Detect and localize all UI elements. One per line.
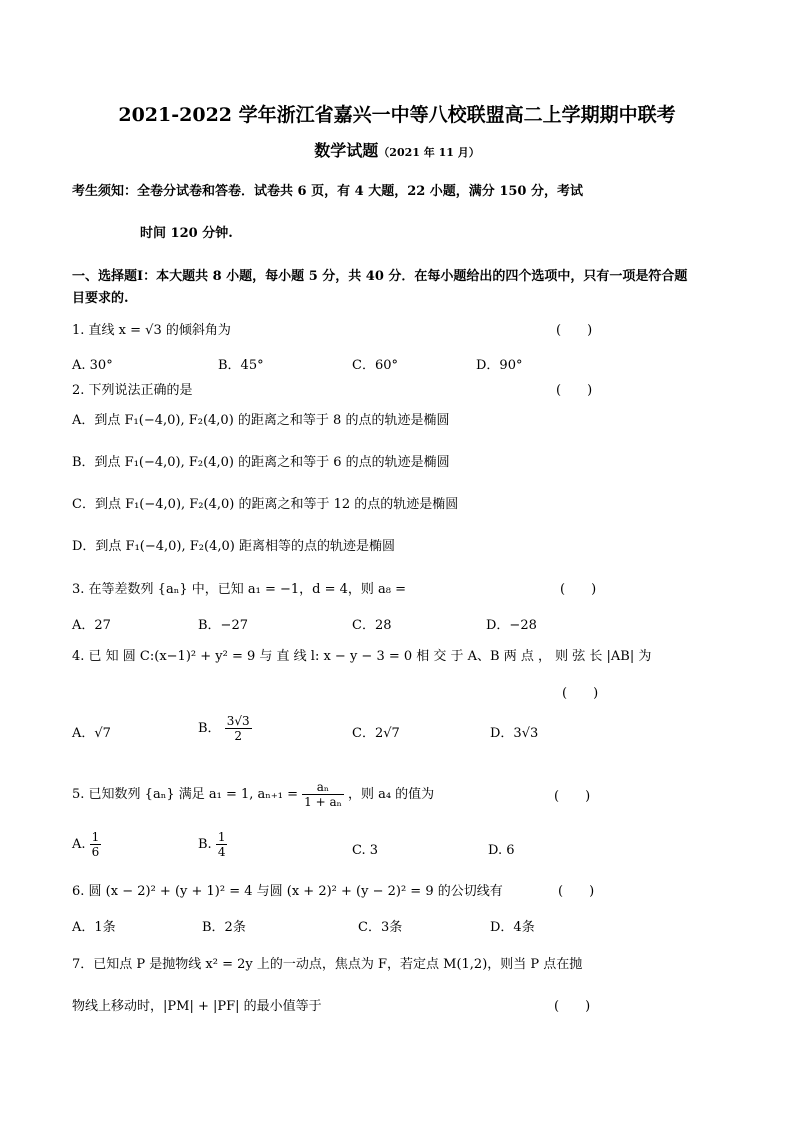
q3-option-d: D．−28 bbox=[486, 618, 537, 633]
q5-option-b bbox=[198, 830, 227, 859]
document-subtitle bbox=[0, 138, 794, 161]
q6-option-d: D．4条 bbox=[490, 920, 535, 935]
answer-paren: ( ) bbox=[558, 884, 595, 899]
q6-option-b: B．2条 bbox=[202, 920, 246, 935]
q4-option-d: D．3√3 bbox=[490, 726, 539, 741]
answer-paren: ( ) bbox=[562, 686, 599, 701]
q2-option-d: D．到点 F₁(−4,0), F₂(4,0) 距离相等的点的轨迹是椭圆 bbox=[72, 539, 395, 554]
section-heading-line-2: 目要求的. bbox=[72, 291, 129, 306]
document-title: 2021-2022 学年浙江省嘉兴一中等八校联盟高二上学期期中联考 bbox=[118, 104, 676, 126]
fraction-denominator: 6 bbox=[91, 845, 100, 859]
answer-paren: ( ) bbox=[554, 789, 591, 804]
question-4-stem: 4. 已 知 圆 C:(x−1)² + y² = 9 与 直 线 l: x − y − 3 = 0 相 交 于 A、B 两 点 ， 则 弦 长 |AB| 为 bbox=[72, 649, 652, 664]
q1-option-d: D．90° bbox=[476, 358, 523, 373]
fraction-numerator: 1 bbox=[217, 830, 226, 844]
question-1-stem: 1. 直线 x = √3 的倾斜角为 bbox=[72, 323, 231, 338]
q3-option-c: C．28 bbox=[352, 618, 392, 633]
fraction-denominator: 2 bbox=[234, 729, 242, 743]
q5-option-b-fraction bbox=[216, 830, 228, 859]
q1-option-c: C．60° bbox=[352, 358, 398, 373]
notice-line-1: 考生须知：全卷分试卷和答卷．试卷共 6 页，有 4 大题，22 小题，满分 150 分，考试 bbox=[72, 184, 583, 199]
q4-option-b-label: B． bbox=[198, 721, 221, 736]
fraction-numerator: aₙ bbox=[302, 780, 344, 795]
q4-option-c: C．2√7 bbox=[352, 726, 400, 741]
fraction-numerator: 3√3 bbox=[226, 714, 250, 728]
q1-option-b: B．45° bbox=[218, 358, 264, 373]
q5-option-b-label: B. bbox=[198, 837, 212, 852]
fraction-numerator: 1 bbox=[91, 830, 100, 844]
subject-title: 数学试题 bbox=[314, 141, 379, 160]
q4-option-b-fraction bbox=[225, 714, 252, 743]
q6-option-a: A．1条 bbox=[72, 920, 116, 935]
question-7-line-2: 物线上移动时，|PM| + |PF| 的最小值等于 bbox=[72, 999, 322, 1014]
q1-option-a: A. 30° bbox=[72, 358, 113, 373]
question-7-line-1: 7．已知点 P 是抛物线 x² = 2y 上的一动点，焦点为 F，若定点 M(1,2)，则当 P 点在抛 bbox=[72, 957, 583, 972]
section-heading-line-1: 一、选择题Ⅰ：本大题共 8 小题，每小题 5 分，共 40 分．在每小题给出的四个选项中，只有一项是符合题 bbox=[72, 269, 688, 284]
q5-option-c: C. 3 bbox=[352, 843, 379, 858]
q5-stem-pre: 5. 已知数列 {aₙ} 满足 a₁ = 1, aₙ₊₁ = bbox=[72, 787, 298, 802]
q4-option-a: A．√7 bbox=[72, 726, 111, 741]
q2-option-a: A．到点 F₁(−4,0), F₂(4,0) 的距离之和等于 8 的点的轨迹是椭圆 bbox=[72, 413, 450, 428]
question-5-stem bbox=[72, 780, 434, 809]
notice-line-2: 时间 120 分钟. bbox=[140, 226, 233, 241]
q5-option-a-fraction bbox=[90, 830, 102, 859]
q4-option-b bbox=[198, 714, 252, 743]
q5-option-a bbox=[72, 830, 101, 859]
answer-paren: ( ) bbox=[556, 383, 593, 398]
question-3-stem: 3. 在等差数列 {aₙ} 中，已知 a₁ = −1，d = 4，则 a₈ = bbox=[72, 582, 407, 597]
q3-option-a: A．27 bbox=[72, 618, 111, 633]
q5-stem-post: ，则 a₄ 的值为 bbox=[347, 787, 435, 802]
q5-stem-fraction bbox=[302, 780, 344, 809]
fraction-denominator: 1 + aₙ bbox=[304, 795, 342, 809]
q3-option-b: B．−27 bbox=[198, 618, 248, 633]
exam-date: （2021 年 11 月） bbox=[378, 146, 480, 159]
q6-option-c: C．3条 bbox=[358, 920, 403, 935]
answer-paren: ( ) bbox=[554, 999, 591, 1014]
q5-option-a-label: A. bbox=[72, 837, 86, 852]
answer-paren: ( ) bbox=[556, 323, 593, 338]
question-6-stem: 6. 圆 (x − 2)² + (y + 1)² = 4 与圆 (x + 2)² + (y − 2)² = 9 的公切线有 bbox=[72, 884, 503, 899]
answer-paren: ( ) bbox=[560, 582, 597, 597]
q2-option-c: C．到点 F₁(−4,0), F₂(4,0) 的距离之和等于 12 的点的轨迹是椭圆 bbox=[72, 497, 459, 512]
question-2-stem: 2. 下列说法正确的是 bbox=[72, 383, 193, 398]
q5-option-d: D. 6 bbox=[488, 843, 515, 858]
fraction-denominator: 4 bbox=[217, 845, 226, 859]
q2-option-b: B．到点 F₁(−4,0), F₂(4,0) 的距离之和等于 6 的点的轨迹是椭圆 bbox=[72, 455, 450, 470]
